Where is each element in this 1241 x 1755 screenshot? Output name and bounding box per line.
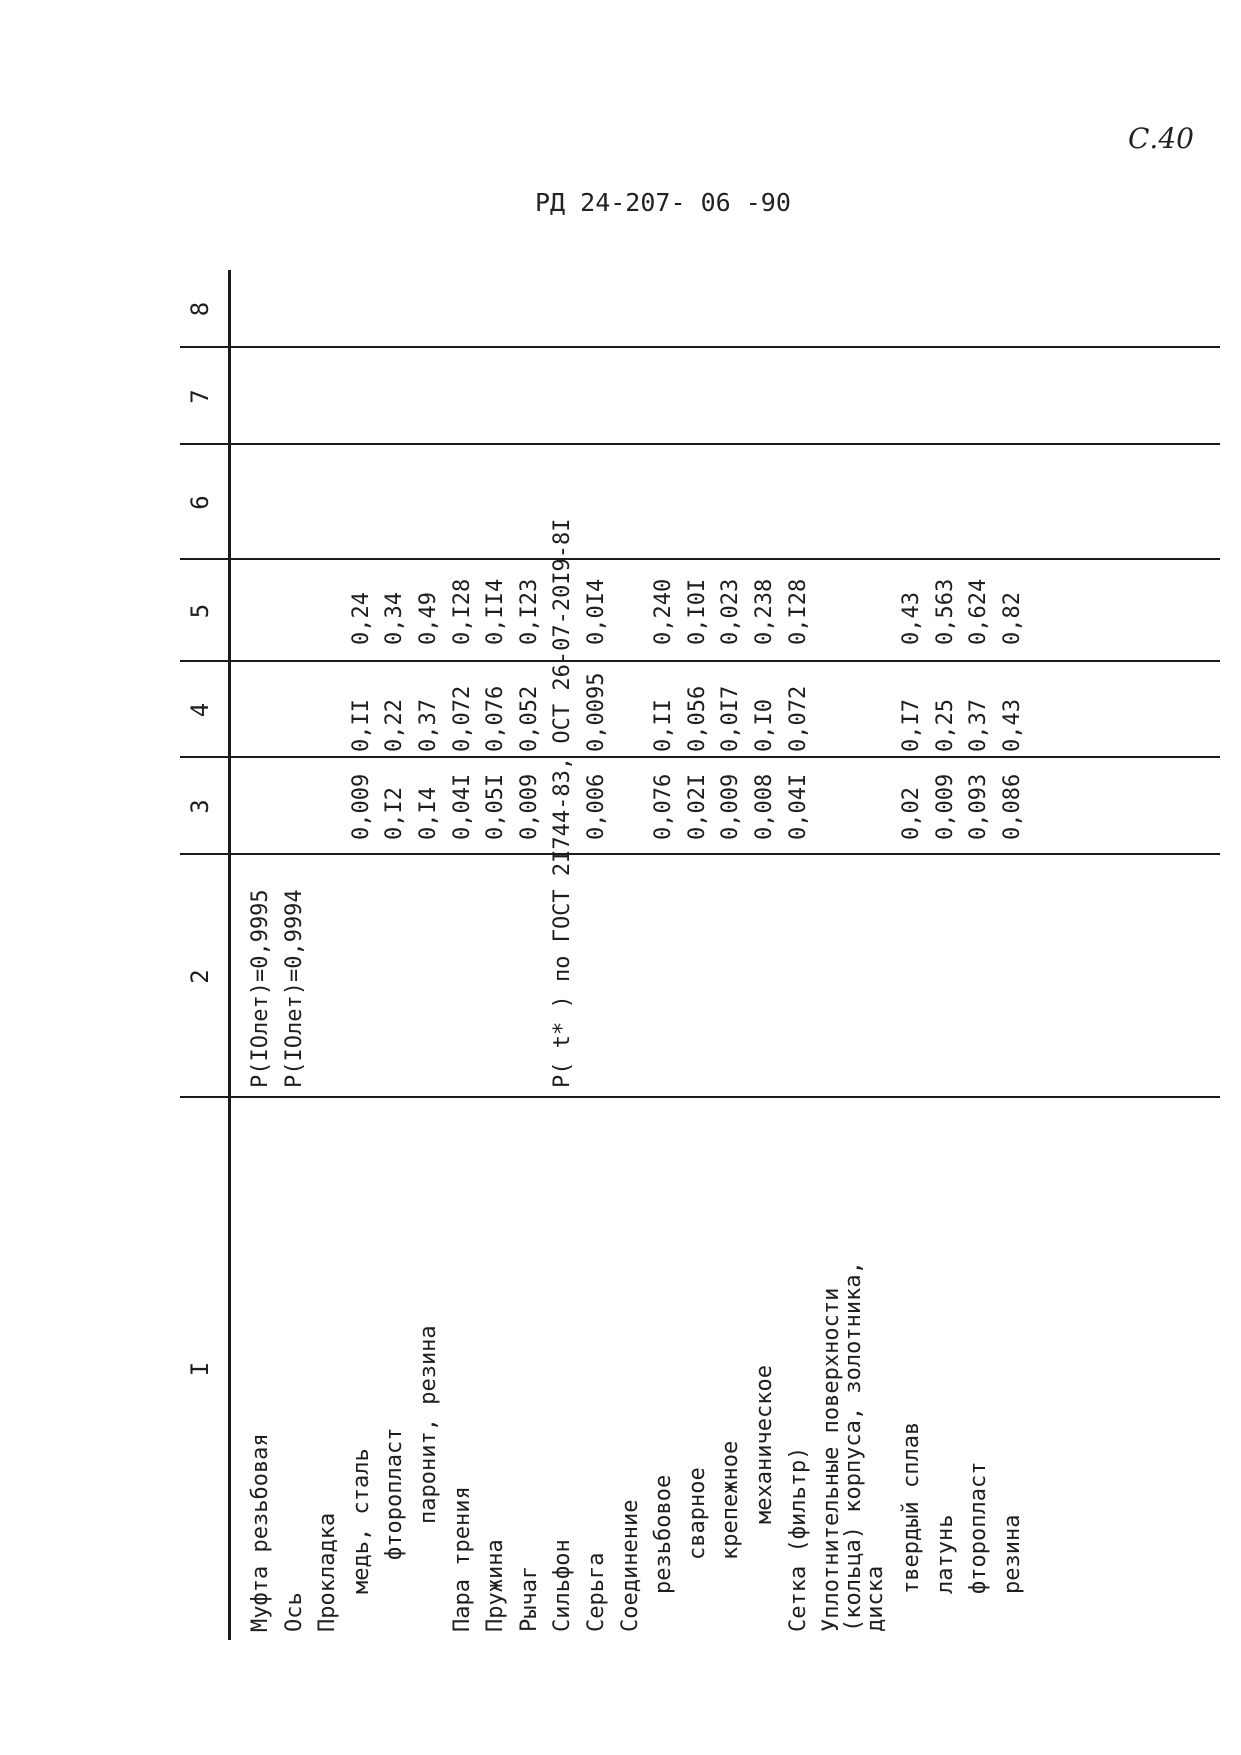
column-header: 4	[186, 702, 214, 718]
col4-value: 0,II	[348, 699, 374, 752]
part-name: резьбовое	[651, 1474, 677, 1594]
col3-value: 0,093	[966, 773, 992, 840]
part-name: Пружина	[483, 1539, 509, 1632]
col4-value: 0,052	[516, 685, 542, 752]
col5-value: 0,240	[651, 578, 677, 645]
column-divider	[180, 756, 1220, 758]
col5-value: 0,0I4	[584, 578, 609, 645]
reliability-value: P(IОлет)=0,9995	[248, 889, 273, 1088]
col5-value: 0,II4	[483, 578, 509, 645]
part-name: Сильфон	[550, 1539, 576, 1632]
sealing-title: Уплотнительные поверхности	[819, 1287, 845, 1632]
header-rule	[228, 270, 231, 1640]
column-divider	[180, 660, 1220, 662]
document-code: РД 24-207- 06 -90	[535, 188, 791, 217]
col5-value: 0,I0I	[684, 578, 710, 645]
col3-value: 0,I2	[382, 787, 408, 840]
col3-value: 0,006	[584, 773, 609, 840]
col5-value: 0,I28	[785, 578, 811, 645]
part-name: паронит, резина	[416, 1325, 441, 1524]
part-name: фторопласт	[382, 1427, 408, 1560]
col4-value: 0,I7	[899, 699, 925, 752]
reliability-table	[180, 270, 1220, 1640]
column-divider	[180, 853, 1220, 855]
col3-value: 0,009	[348, 773, 374, 840]
col4-value: 0,056	[684, 685, 710, 752]
part-name: крепежное	[718, 1440, 744, 1560]
col3-value: 0,02	[899, 787, 925, 840]
part-name: Соединение	[617, 1499, 643, 1632]
part-name: Муфта резьбовая	[248, 1433, 273, 1632]
column-divider	[180, 443, 1220, 445]
col3-value: 0,009	[932, 773, 958, 840]
col5-value: 0,24	[348, 592, 374, 645]
column-header: 2	[186, 969, 214, 984]
col3-value: 0,076	[651, 773, 677, 840]
col4-value: 0,25	[932, 699, 958, 752]
part-name: Пара трения	[449, 1486, 475, 1632]
column-header: 5	[186, 603, 214, 619]
col5-value: 0,023	[718, 578, 744, 645]
col5-value: 0,82	[1000, 592, 1025, 645]
sealing-title: диска	[863, 1565, 889, 1632]
col3-value: 0,04I	[785, 773, 811, 840]
col3-value: 0,086	[1000, 773, 1025, 840]
part-name: Рычаг	[516, 1565, 542, 1632]
col5-value: 0,I23	[516, 578, 542, 645]
col3-value: 0,008	[752, 773, 777, 840]
column-header: 8	[186, 301, 214, 317]
column-header: 3	[186, 799, 214, 814]
col3-value: 0,02I	[684, 773, 710, 840]
col4-value: 0,076	[483, 685, 509, 752]
col4-value: 0,0I7	[718, 685, 744, 752]
sylphon-standard: P( t* ) по ГОСТ 2I744-83, ОСТ 26-07-20I9-8I	[550, 518, 576, 1088]
col4-value: 0,I0	[752, 699, 777, 752]
col4-value: 0,37	[966, 699, 992, 752]
col3-value: 0,05I	[483, 773, 509, 840]
col5-value: 0,238	[752, 578, 777, 645]
col3-value: 0,009	[516, 773, 542, 840]
col5-value: 0,624	[966, 578, 992, 645]
column-divider	[180, 558, 1220, 560]
page-number: С.40	[1128, 122, 1194, 155]
col4-value: 0,0095	[584, 672, 609, 752]
part-name: механическое	[752, 1365, 777, 1524]
part-name: латунь	[932, 1514, 958, 1594]
col4-value: 0,072	[449, 685, 475, 752]
part-name: Ось	[281, 1592, 307, 1632]
part-name: Сетка (фильтр)	[785, 1446, 811, 1632]
col4-value: 0,II	[651, 699, 677, 752]
part-name: Серьга	[584, 1552, 609, 1632]
part-name: медь, сталь	[348, 1448, 374, 1594]
col5-value: 0,49	[416, 592, 441, 645]
sealing-title: (кольца) корпуса, золотника,	[841, 1261, 867, 1632]
col5-value: 0,43	[899, 592, 925, 645]
column-header: 6	[186, 495, 214, 510]
col3-value: 0,04I	[449, 773, 475, 840]
column-header: I	[186, 1361, 214, 1377]
column-header: 7	[186, 389, 214, 404]
col4-value: 0,43	[1000, 699, 1025, 752]
reliability-value: P(IОлет)=0,9994	[281, 889, 307, 1088]
part-name: твердый сплав	[899, 1421, 925, 1594]
part-name: сварное	[684, 1467, 710, 1560]
col3-value: 0,I4	[416, 787, 441, 840]
col4-value: 0,37	[416, 699, 441, 752]
part-name: Прокладка	[315, 1512, 341, 1632]
column-divider	[180, 346, 1220, 348]
col4-value: 0,22	[382, 699, 408, 752]
col5-value: 0,34	[382, 592, 408, 645]
col3-value: 0,009	[718, 773, 744, 840]
part-name: фторопласт	[966, 1461, 992, 1594]
col4-value: 0,072	[785, 685, 811, 752]
col5-value: 0,I28	[449, 578, 475, 645]
part-name: резина	[1000, 1514, 1025, 1594]
column-divider	[180, 1096, 1220, 1098]
col5-value: 0,563	[932, 578, 958, 645]
